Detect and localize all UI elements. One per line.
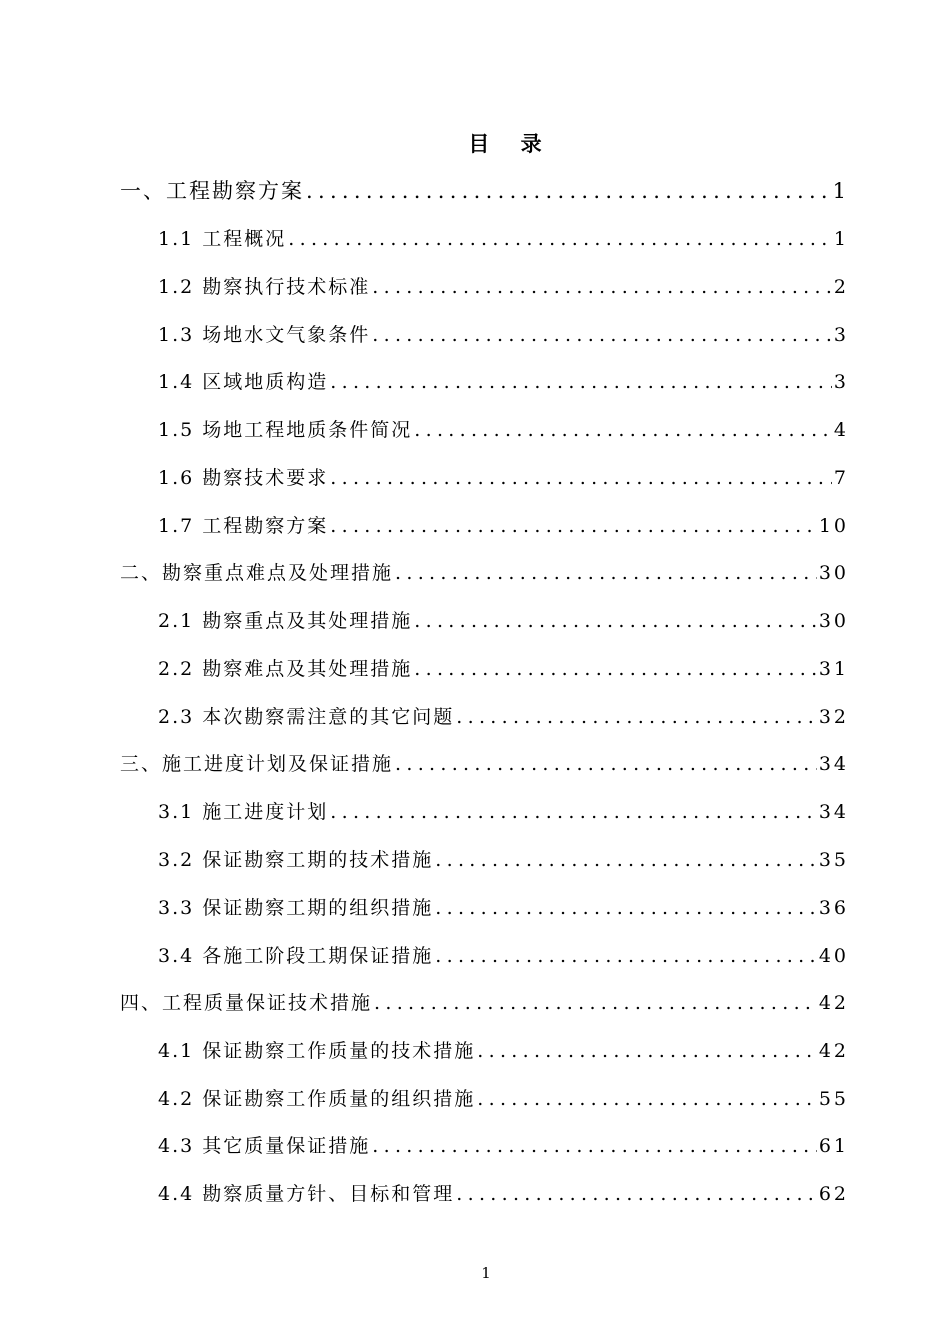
toc-entry-page: 62 — [818, 1183, 849, 1205]
toc-entry-section-1[interactable] — [120, 176, 849, 206]
toc-entry-1-2[interactable] — [158, 272, 849, 302]
toc-entry-label: 4.1 保证勘察工作质量的技术措施 — [158, 1040, 476, 1062]
toc-dot-leader — [414, 606, 817, 636]
toc-dot-leader — [477, 1036, 817, 1066]
toc-entry-3-4[interactable] — [158, 941, 849, 971]
toc-entry-label: 4.3 其它质量保证措施 — [158, 1135, 371, 1157]
toc-entry-4-3[interactable] — [158, 1131, 849, 1161]
toc-entry-1-4[interactable] — [158, 367, 849, 397]
toc-entry-section-4[interactable] — [120, 988, 849, 1018]
toc-entry-label: 1.6 勘察技术要求 — [158, 467, 329, 489]
toc-entry-label: 三、施工进度计划及保证措施 — [120, 753, 394, 775]
toc-entry-label: 二、勘察重点难点及处理措施 — [120, 562, 394, 584]
toc-entry-4-1[interactable] — [158, 1036, 849, 1066]
toc-entry-page: 3 — [833, 324, 849, 346]
toc-entry-label: 2.1 勘察重点及其处理措施 — [158, 610, 413, 632]
toc-entry-page: 55 — [818, 1088, 849, 1110]
toc-entry-page: 3 — [833, 371, 849, 393]
toc-entry-1-5[interactable] — [158, 415, 849, 445]
toc-entry-label: 3.4 各施工阶段工期保证措施 — [158, 945, 434, 967]
toc-dot-leader — [456, 1179, 817, 1209]
toc-entry-section-3[interactable] — [120, 749, 849, 779]
toc-dot-leader — [330, 797, 817, 827]
toc-entry-page: 42 — [818, 992, 849, 1014]
toc-entry-3-3[interactable] — [158, 893, 849, 923]
toc-entry-label: 1.5 场地工程地质条件简况 — [158, 419, 413, 441]
toc-dot-leader — [288, 224, 832, 254]
toc-entry-label: 4.4 勘察质量方针、目标和管理 — [158, 1183, 455, 1205]
toc-entry-label: 1.3 场地水文气象条件 — [158, 324, 371, 346]
toc-entry-2-2[interactable] — [158, 654, 849, 684]
toc-dot-leader — [374, 988, 817, 1018]
toc-entry-label: 2.2 勘察难点及其处理措施 — [158, 658, 413, 680]
toc-title: 目 录 — [468, 131, 554, 156]
toc-dot-leader — [477, 1084, 817, 1114]
toc-dot-leader — [435, 941, 817, 971]
toc-dot-leader — [330, 367, 832, 397]
toc-dot-leader — [435, 845, 817, 875]
toc-entry-page: 34 — [818, 753, 849, 775]
toc-entry-page: 30 — [818, 562, 849, 584]
toc-entry-1-1[interactable] — [158, 224, 849, 254]
toc-entry-label: 3.2 保证勘察工期的技术措施 — [158, 849, 434, 871]
toc-entry-page: 36 — [818, 897, 849, 919]
toc-dot-leader — [330, 463, 832, 493]
toc-entry-1-6[interactable] — [158, 463, 849, 493]
toc-entry-1-3[interactable] — [158, 320, 849, 350]
toc-entry-4-4[interactable] — [158, 1179, 849, 1209]
toc-entry-label: 2.3 本次勘察需注意的其它问题 — [158, 706, 455, 728]
toc-entry-page: 35 — [818, 849, 849, 871]
toc-dot-leader — [306, 176, 831, 206]
toc-entry-page: 7 — [833, 467, 849, 489]
toc-dot-leader — [456, 702, 817, 732]
toc-entry-4-2[interactable] — [158, 1084, 849, 1114]
toc-entry-1-7[interactable] — [158, 511, 849, 541]
toc-entry-page: 1 — [832, 179, 849, 203]
toc-entry-label: 1.7 工程勘察方案 — [158, 515, 329, 537]
toc-dot-leader — [372, 1131, 817, 1161]
toc-dot-leader — [414, 654, 817, 684]
toc-entry-label: 四、工程质量保证技术措施 — [120, 992, 373, 1014]
toc-entry-page: 30 — [818, 610, 849, 632]
toc-entry-page: 1 — [833, 228, 849, 250]
toc-entry-3-1[interactable] — [158, 797, 849, 827]
toc-entry-page: 2 — [833, 276, 849, 298]
toc-dot-leader — [414, 415, 832, 445]
toc-dot-leader — [435, 893, 817, 923]
toc-entry-page: 61 — [818, 1135, 849, 1157]
toc-entry-page: 34 — [818, 801, 849, 823]
toc-entry-page: 31 — [818, 658, 849, 680]
toc-entry-label: 1.4 区域地质构造 — [158, 371, 329, 393]
toc-dot-leader — [372, 320, 832, 350]
toc-entry-2-3[interactable] — [158, 702, 849, 732]
toc-entry-2-1[interactable] — [158, 606, 849, 636]
toc-dot-leader — [395, 558, 817, 588]
toc-entry-page: 42 — [818, 1040, 849, 1062]
toc-entry-page: 32 — [818, 706, 849, 728]
toc-entry-3-2[interactable] — [158, 845, 849, 875]
toc-entry-section-2[interactable] — [120, 558, 849, 588]
toc-entry-page: 40 — [818, 945, 849, 967]
toc-entry-page: 4 — [833, 419, 849, 441]
toc-entry-label: 1.2 勘察执行技术标准 — [158, 276, 371, 298]
toc-dot-leader — [395, 749, 817, 779]
page-number: 1 — [481, 1264, 491, 1282]
toc-entry-label: 4.2 保证勘察工作质量的组织措施 — [158, 1088, 476, 1110]
toc-entry-label: 1.1 工程概况 — [158, 228, 287, 250]
toc-entry-label: 3.1 施工进度计划 — [158, 801, 329, 823]
toc-entry-page: 10 — [818, 515, 849, 537]
toc-entry-label: 3.3 保证勘察工期的组织措施 — [158, 897, 434, 919]
toc-dot-leader — [372, 272, 832, 302]
toc-entry-label: 一、工程勘察方案 — [120, 179, 304, 203]
toc-dot-leader — [330, 511, 817, 541]
